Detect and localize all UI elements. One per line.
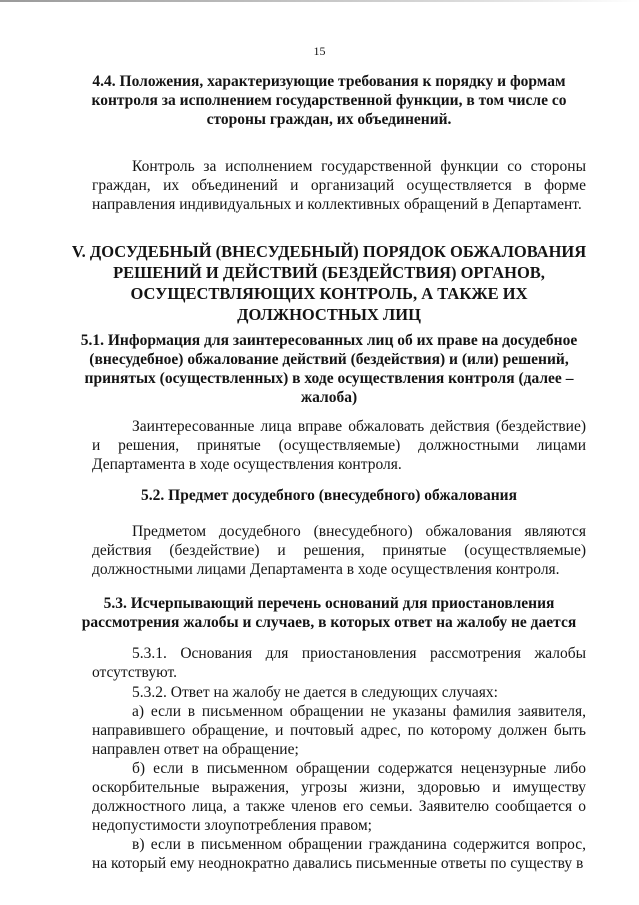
page-number: 15	[313, 44, 326, 58]
section-4-4-paragraph: Контроль за исполнением государственной функции со стороны граждан, их объединений и организаций осуществляется в форме направления индивидуальных и коллективных обращений в Департамент.	[92, 158, 586, 213]
section-4-4-heading: 4.4. Положения, характеризующие требования к порядку и формам контроля за исполнением государственной функции, в том числе со стороны граждан, их объединений.	[91, 73, 567, 128]
list-item-b: б) если в письменном обращении содержатся нецензурные либо оскорбительные выражения, угрозы жизни, здоровью и имуществу должностного лица, а также членов его семьи. Заявителю сообщается о недопустимости злоупотребления правом;	[92, 760, 586, 834]
section-5-1-heading: 5.1. Информация для заинтересованных лиц об их праве на досудебное (внесудебное) обжалование действий (бездействия) и (или) решений, принятых (осуществленных) в ходе осуществления контроля (далее – жалоба)	[80, 332, 578, 406]
paragraph-5-3-2: 5.3.2. Ответ на жалобу не дается в следующих случаях:	[132, 684, 498, 701]
section-5-3-heading: 5.3. Исчерпывающий перечень оснований для приостановления рассмотрения жалобы и случаев, в которых ответ на жалобу не дается	[81, 595, 577, 631]
section-5-2-heading: 5.2. Предмет досудебного (внесудебного) обжалования	[141, 487, 517, 504]
section-5-1-paragraph: Заинтересованные лица вправе обжаловать действия (бездействие) и решения, принятые (осуществляемые) должностными лицами Департамента в ходе осуществления контроля.	[92, 418, 586, 473]
chapter-5-heading: V. ДОСУДЕБНЫЙ (ВНЕСУДЕБНЫЙ) ПОРЯДОК ОБЖАЛОВАНИЯ РЕШЕНИЙ И ДЕЙСТВИЙ (БЕЗДЕЙСТВИЯ) ОРГАНОВ, ОСУЩЕСТВЛЯЮЩИХ КОНТРОЛЬ, А ТАКЖЕ ИХ ДОЛЖНОСТНЫХ ЛИЦ	[71, 242, 587, 324]
list-item-v: в) если в письменном обращении гражданина содержится вопрос, на который ему неоднократно давались письменные ответы по существу в	[92, 836, 586, 872]
paragraph-5-3-1: 5.3.1. Основания для приостановления рассмотрения жалобы отсутствуют.	[92, 645, 586, 681]
section-5-2-paragraph: Предметом досудебного (внесудебного) обжалования являются действия (бездействие) и решения, принятые (осуществляемые) должностными лицами Департамента в ходе осуществления контроля.	[92, 523, 586, 578]
list-item-a: а) если в письменном обращении не указаны фамилия заявителя, направившего обращение, и почтовый адрес, по которому должен быть направлен ответ на обращение;	[92, 703, 586, 758]
